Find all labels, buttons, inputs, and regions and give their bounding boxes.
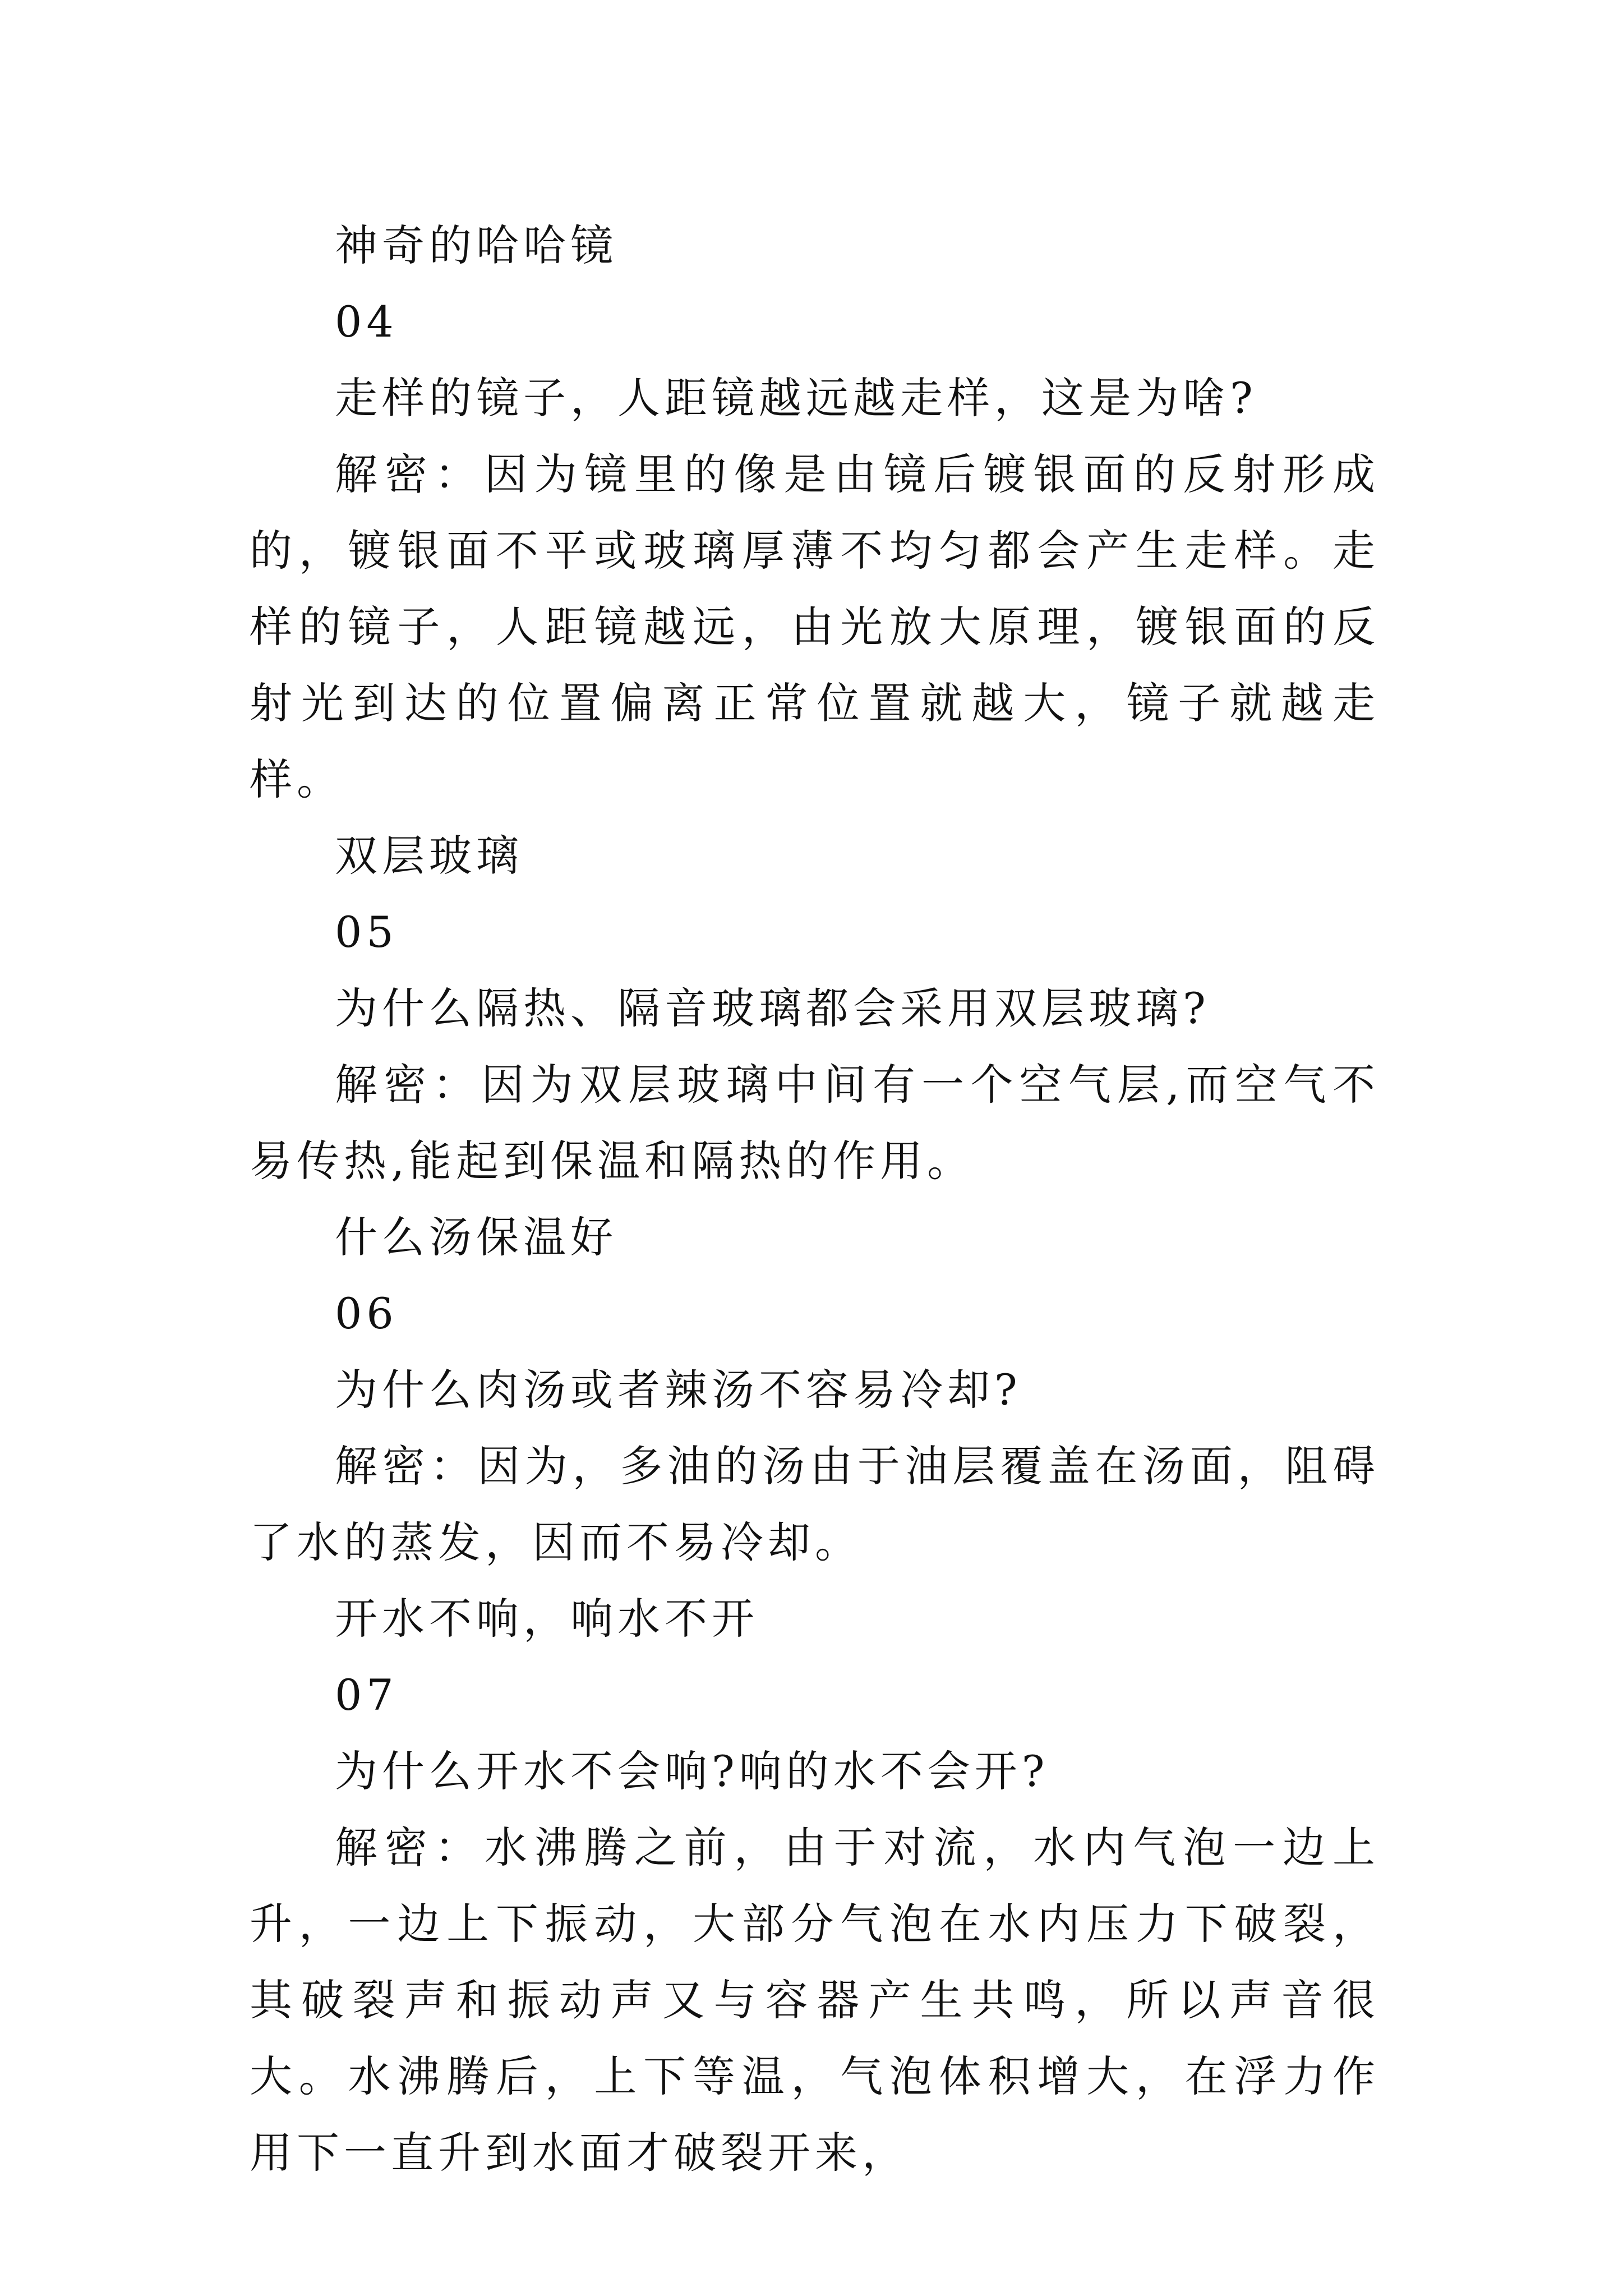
- question-04: 走样的镜子，人距镜越远越走样，这是为啥?: [335, 373, 1257, 423]
- answer-06: 解密：因为，多油的汤由于油层覆盖在汤面，阻碍了水的蒸发，因而不易冷却。: [250, 1441, 1380, 1567]
- answer-07: 解密：水沸腾之前，由于对流，水内气泡一边上升，一边上下振动，大部分气泡在水内压力下破裂，其破裂声和振动声又与容器产生共鸣，所以声音很大。水沸腾后，上下等温，气泡体积增大，在浮力作用下一直升到水面才破裂开来，: [250, 1823, 1380, 2178]
- answer-05: 解密：因为双层玻璃中间有一个空气层,而空气不易传热,能起到保温和隔热的作用。: [250, 1060, 1380, 1186]
- section-number-06: 06: [335, 1289, 398, 1338]
- section-number-04: 04: [335, 297, 398, 347]
- section-title-funhouse-mirror: 神奇的哈哈镜: [335, 220, 617, 270]
- document-page: [250, 208, 1380, 2191]
- question-07: 为什么开水不会响?响的水不会开?: [335, 1746, 1049, 1796]
- answer-04: 解密：因为镜里的像是由镜后镀银面的反射形成的，镀银面不平或玻璃厚薄不均匀都会产生走样。走样的镜子，人距镜越远，由光放大原理，镀银面的反射光到达的位置偏离正常位置就越大，镜子就越走样。: [250, 449, 1380, 804]
- question-06: 为什么肉汤或者辣汤不容易冷却?: [335, 1365, 1022, 1415]
- section-number-07: 07: [335, 1670, 398, 1720]
- section-title-double-glass: 双层玻璃: [335, 831, 523, 881]
- question-05: 为什么隔热、隔音玻璃都会采用双层玻璃?: [335, 983, 1210, 1033]
- section-title-soup-warmth: 什么汤保温好: [335, 1212, 617, 1262]
- section-title-boiling-water: 开水不响，响水不开: [335, 1594, 759, 1644]
- section-number-05: 05: [335, 907, 398, 957]
